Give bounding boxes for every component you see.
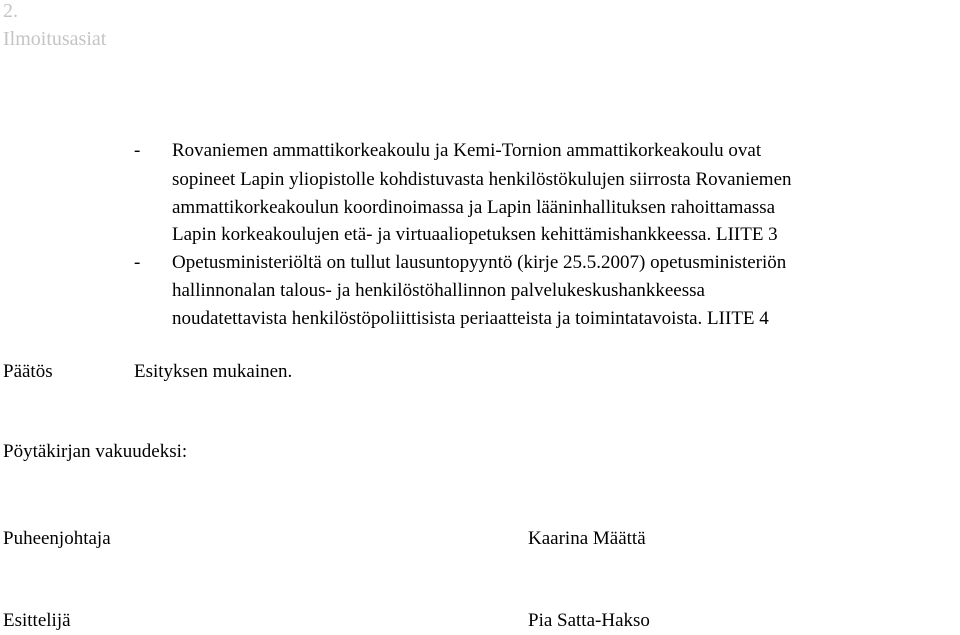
item-text-line: ammattikorkeakoulun koordinoimassa ja Lapin lääninhallituksen rahoittamassa	[172, 197, 776, 218]
item-text-line: noudatettavista henkilöstöpoliittisista periaatteista ja toimintatavoista. LIITE 4	[172, 308, 769, 329]
bullet-dash: -	[134, 140, 141, 161]
signature-role-presenter: Esittelijä	[3, 610, 71, 631]
item-text-line: Rovaniemen ammattikorkeakoulu ja Kemi-Tornion ammattikorkeakoulu ovat	[172, 140, 762, 161]
item-text-line: sopineet Lapin yliopistolle kohdistuvasta henkilöstökulujen siirrosta Rovaniemen	[172, 169, 792, 190]
item-text-line: Lapin korkeakoulujen etä- ja virtuaaliopetuksen kehittämishankkeessa. LIITE 3	[172, 224, 778, 245]
section-title: Ilmoitusasiat	[3, 28, 107, 50]
signature-name-presenter: Pia Satta-Hakso	[528, 610, 650, 631]
decision-label: Päätös	[3, 361, 53, 382]
minutes-label: Pöytäkirjan vakuudeksi:	[3, 441, 188, 462]
bullet-dash: -	[134, 252, 141, 273]
item-text-line: Opetusministeriöltä on tullut lausuntopyyntö (kirje 25.5.2007) opetusministeriön	[172, 252, 787, 273]
section-number: 2.	[3, 0, 18, 22]
decision-text: Esityksen mukainen.	[134, 361, 293, 382]
item-text-line: hallinnonalan talous- ja henkilöstöhallinnon palvelukeskushankkeessa	[172, 280, 705, 301]
signature-name-chair: Kaarina Määttä	[528, 528, 646, 549]
signature-role-chair: Puheenjohtaja	[3, 528, 111, 549]
